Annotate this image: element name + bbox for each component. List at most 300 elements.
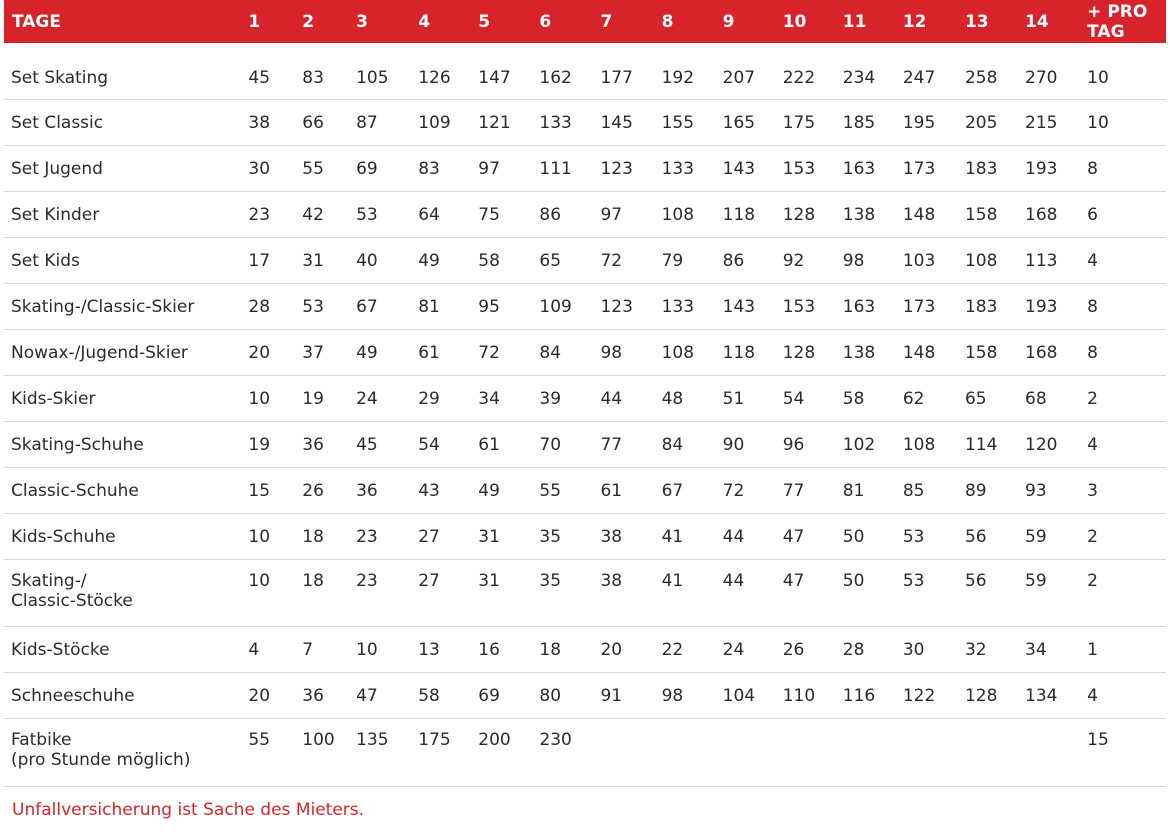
price-value: 116 [842, 686, 876, 706]
item-name-line1: Kids-Stöcke [11, 640, 110, 660]
price-value: 67 [661, 481, 684, 501]
price-value: 89 [964, 481, 987, 501]
price-day-12 [903, 719, 965, 787]
price-value: 58 [478, 251, 500, 271]
item-name-line1: Set Classic [11, 113, 104, 133]
price-day-11 [843, 422, 903, 468]
price-day-10 [783, 284, 843, 330]
price-day-5 [478, 100, 539, 146]
price-value: 16 [478, 640, 500, 660]
price-value: 183 [964, 159, 998, 179]
item-name [4, 673, 248, 719]
item-name-line1: Skating-/Classic-Skier [11, 297, 195, 317]
header-day-5: 5 [478, 0, 539, 43]
price-value: 80 [539, 686, 562, 706]
price-value: 18 [302, 571, 324, 591]
price-value [600, 719, 661, 730]
price-day-5 [478, 560, 539, 627]
item-name-line2: (pro Stunde möglich) [11, 750, 191, 770]
price-value: 55 [302, 159, 324, 179]
price-value: 38 [600, 571, 623, 591]
price-day-6 [539, 627, 600, 673]
price-value: 23 [356, 571, 378, 591]
price-day-6 [539, 514, 600, 560]
price-value: 145 [600, 113, 633, 133]
item-name-line1: Fatbike [11, 730, 72, 750]
price-value: 45 [356, 435, 378, 455]
price-per-extra-day [1087, 284, 1166, 330]
per-day-value: 10 [1087, 68, 1109, 88]
price-day-7 [600, 514, 661, 560]
price-per-extra-day [1087, 719, 1166, 787]
price-day-6 [539, 100, 600, 146]
price-day-10 [783, 43, 843, 100]
price-day-9 [723, 100, 783, 146]
table-row [4, 284, 1166, 330]
price-day-7 [600, 468, 661, 514]
price-day-4 [418, 43, 478, 100]
item-name [4, 627, 248, 673]
price-value: 22 [661, 640, 684, 660]
price-day-2 [302, 100, 356, 146]
item-name [4, 100, 248, 146]
price-day-4 [418, 627, 478, 673]
header-day-11: 11 [843, 0, 903, 43]
price-value: 68 [1025, 389, 1047, 409]
price-table-container [4, 0, 1166, 820]
price-value: 153 [782, 159, 816, 179]
price-value: 108 [661, 205, 695, 225]
price-day-3 [356, 468, 418, 514]
price-day-4 [418, 146, 478, 192]
item-name [4, 376, 248, 422]
price-day-5 [478, 468, 539, 514]
header-row [4, 0, 1166, 43]
item-name-line1: Skating-/ [11, 571, 87, 591]
price-day-11 [843, 627, 903, 673]
price-value: 108 [964, 251, 998, 271]
price-day-13 [965, 514, 1025, 560]
price-day-5 [478, 673, 539, 719]
price-value: 118 [722, 343, 756, 363]
price-day-11 [843, 284, 903, 330]
price-value: 47 [782, 571, 805, 591]
item-name [4, 468, 248, 514]
price-value: 95 [478, 297, 500, 317]
price-day-3 [356, 673, 418, 719]
item-name [4, 43, 248, 100]
price-value: 29 [418, 389, 440, 409]
price-value: 118 [722, 205, 756, 225]
price-day-14 [1025, 468, 1087, 514]
price-day-14 [1025, 43, 1087, 100]
price-value: 58 [842, 389, 865, 409]
price-day-6 [539, 284, 600, 330]
table-row [4, 673, 1166, 719]
price-value: 49 [418, 251, 440, 271]
price-day-9 [723, 330, 783, 376]
price-day-14 [1025, 100, 1087, 146]
price-day-1 [248, 514, 302, 560]
price-day-2 [302, 376, 356, 422]
item-name-line1: Skating-Schuhe [11, 435, 144, 455]
table-row [4, 514, 1166, 560]
price-value: 133 [661, 297, 695, 317]
price-value: 35 [539, 527, 562, 547]
price-value: 143 [722, 297, 756, 317]
price-day-14 [1025, 514, 1087, 560]
price-value: 133 [539, 113, 572, 133]
price-value: 59 [1025, 527, 1047, 547]
price-day-3 [356, 330, 418, 376]
price-day-3 [356, 238, 418, 284]
price-day-11 [843, 376, 903, 422]
price-value: 10 [356, 640, 378, 660]
price-day-10 [783, 422, 843, 468]
price-day-1 [248, 192, 302, 238]
price-day-11 [843, 719, 903, 787]
price-value: 56 [964, 527, 987, 547]
price-value: 27 [418, 527, 440, 547]
price-value: 51 [722, 389, 745, 409]
table-row [4, 238, 1166, 284]
price-value: 55 [248, 730, 271, 750]
price-value: 4 [248, 640, 260, 660]
price-value: 47 [356, 686, 378, 706]
price-day-3 [356, 719, 418, 787]
price-value: 128 [964, 686, 998, 706]
price-day-4 [418, 376, 478, 422]
header-day-4: 4 [418, 0, 478, 43]
price-day-2 [302, 330, 356, 376]
per-day-value: 2 [1087, 527, 1098, 547]
header-day-2: 2 [302, 0, 356, 43]
price-day-8 [662, 560, 723, 627]
price-value: 44 [600, 389, 623, 409]
price-day-3 [356, 192, 418, 238]
price-per-extra-day [1087, 673, 1166, 719]
per-day-value: 2 [1087, 389, 1098, 409]
price-value: 70 [539, 435, 562, 455]
price-day-5 [478, 514, 539, 560]
price-value: 148 [902, 343, 936, 363]
price-value: 100 [302, 730, 335, 750]
price-value: 87 [356, 113, 378, 133]
price-value: 36 [302, 435, 324, 455]
price-value: 173 [902, 159, 936, 179]
price-day-13 [965, 422, 1025, 468]
table-row [4, 100, 1166, 146]
price-day-14 [1025, 719, 1087, 787]
price-day-5 [478, 422, 539, 468]
price-day-13 [965, 284, 1025, 330]
price-day-5 [478, 330, 539, 376]
price-value: 10 [248, 389, 271, 409]
price-value: 109 [418, 113, 451, 133]
price-value: 247 [902, 68, 936, 88]
price-day-3 [356, 284, 418, 330]
price-day-6 [539, 192, 600, 238]
price-day-6 [539, 560, 600, 627]
price-day-7 [600, 284, 661, 330]
price-value: 105 [356, 68, 389, 88]
price-day-11 [843, 330, 903, 376]
price-day-12 [903, 514, 965, 560]
price-value: 23 [356, 527, 378, 547]
price-day-4 [418, 284, 478, 330]
price-value: 49 [356, 343, 378, 363]
price-value: 61 [600, 481, 623, 501]
table-row [4, 192, 1166, 238]
price-value: 230 [539, 730, 572, 750]
price-value: 41 [661, 527, 684, 547]
price-per-extra-day [1087, 514, 1166, 560]
price-day-1 [248, 238, 302, 284]
item-name [4, 284, 248, 330]
price-day-13 [965, 238, 1025, 284]
price-value: 38 [600, 527, 623, 547]
price-value [965, 719, 1025, 730]
price-day-3 [356, 560, 418, 627]
price-value: 55 [539, 481, 562, 501]
price-day-2 [302, 146, 356, 192]
price-day-1 [248, 330, 302, 376]
price-value: 81 [418, 297, 440, 317]
price-value: 185 [842, 113, 876, 133]
price-day-9 [723, 422, 783, 468]
price-day-11 [843, 673, 903, 719]
price-per-extra-day [1087, 43, 1166, 100]
price-value: 195 [902, 113, 936, 133]
price-day-12 [903, 43, 965, 100]
price-day-14 [1025, 673, 1087, 719]
price-value: 19 [302, 389, 324, 409]
price-day-11 [843, 560, 903, 627]
price-day-14 [1025, 238, 1087, 284]
price-day-1 [248, 376, 302, 422]
price-day-1 [248, 468, 302, 514]
price-value: 111 [539, 159, 572, 179]
price-value: 143 [722, 159, 756, 179]
price-value: 193 [1025, 297, 1058, 317]
price-value: 23 [248, 205, 271, 225]
price-value: 53 [302, 297, 324, 317]
price-value: 24 [722, 640, 745, 660]
price-value: 114 [964, 435, 998, 455]
price-day-7 [600, 627, 661, 673]
price-day-9 [723, 560, 783, 627]
price-day-12 [903, 100, 965, 146]
per-day-value: 10 [1087, 113, 1109, 133]
price-day-8 [662, 146, 723, 192]
price-day-3 [356, 627, 418, 673]
price-day-2 [302, 514, 356, 560]
price-value: 126 [418, 68, 451, 88]
price-day-10 [783, 673, 843, 719]
price-day-7 [600, 719, 661, 787]
price-day-13 [965, 627, 1025, 673]
price-per-extra-day [1087, 560, 1166, 627]
header-day-10: 10 [783, 0, 843, 43]
price-day-7 [600, 673, 661, 719]
price-day-10 [783, 192, 843, 238]
price-day-13 [965, 330, 1025, 376]
price-day-9 [723, 719, 783, 787]
price-value: 37 [302, 343, 324, 363]
header-day-8: 8 [662, 0, 723, 43]
price-day-12 [903, 468, 965, 514]
price-day-11 [843, 100, 903, 146]
price-day-13 [965, 376, 1025, 422]
price-value: 77 [600, 435, 623, 455]
price-day-3 [356, 43, 418, 100]
price-day-4 [418, 422, 478, 468]
price-value: 72 [722, 481, 745, 501]
price-day-5 [478, 43, 539, 100]
price-day-12 [903, 673, 965, 719]
price-day-3 [356, 422, 418, 468]
price-day-8 [662, 719, 723, 787]
price-day-7 [600, 376, 661, 422]
price-value: 36 [302, 686, 324, 706]
price-value: 72 [600, 251, 623, 271]
price-value: 44 [722, 571, 745, 591]
price-day-14 [1025, 560, 1087, 627]
price-per-extra-day [1087, 422, 1166, 468]
price-per-extra-day [1087, 330, 1166, 376]
price-value: 41 [661, 571, 684, 591]
price-day-5 [478, 146, 539, 192]
per-day-value: 8 [1087, 159, 1098, 179]
per-day-value: 4 [1087, 435, 1098, 455]
price-day-2 [302, 238, 356, 284]
price-day-4 [418, 238, 478, 284]
price-value: 86 [722, 251, 745, 271]
price-value: 36 [356, 481, 378, 501]
price-day-10 [783, 468, 843, 514]
price-value: 104 [722, 686, 756, 706]
price-value: 26 [782, 640, 805, 660]
price-day-13 [965, 146, 1025, 192]
price-value: 120 [1025, 435, 1058, 455]
price-value: 53 [356, 205, 378, 225]
per-day-value: 1 [1087, 640, 1098, 660]
price-day-6 [539, 468, 600, 514]
price-value: 10 [248, 527, 271, 547]
header-day-1: 1 [248, 0, 302, 43]
price-value: 155 [661, 113, 695, 133]
price-value: 20 [600, 640, 623, 660]
table-row [4, 627, 1166, 673]
price-value: 61 [418, 343, 440, 363]
price-day-8 [662, 627, 723, 673]
per-day-value: 8 [1087, 343, 1098, 363]
price-value: 207 [722, 68, 756, 88]
price-value: 205 [964, 113, 998, 133]
item-name-line1: Set Kids [11, 251, 80, 271]
price-day-6 [539, 673, 600, 719]
price-value: 47 [782, 527, 805, 547]
price-day-8 [662, 330, 723, 376]
price-day-7 [600, 422, 661, 468]
price-value: 18 [302, 527, 324, 547]
price-value: 53 [902, 571, 925, 591]
price-day-8 [662, 514, 723, 560]
price-value: 58 [418, 686, 440, 706]
price-value: 66 [302, 113, 324, 133]
item-name-line1: Kids-Skier [11, 389, 96, 409]
price-day-5 [478, 192, 539, 238]
price-value: 84 [539, 343, 562, 363]
price-value: 54 [418, 435, 440, 455]
price-value: 31 [478, 571, 500, 591]
price-value: 122 [902, 686, 936, 706]
price-value: 61 [478, 435, 500, 455]
price-value: 54 [782, 389, 805, 409]
price-value: 30 [902, 640, 925, 660]
price-day-6 [539, 146, 600, 192]
price-value: 83 [418, 159, 440, 179]
price-day-7 [600, 192, 661, 238]
price-day-7 [600, 43, 661, 100]
price-day-14 [1025, 627, 1087, 673]
price-value: 134 [1025, 686, 1058, 706]
price-day-14 [1025, 284, 1087, 330]
price-day-4 [418, 719, 478, 787]
price-day-5 [478, 238, 539, 284]
price-value: 19 [248, 435, 271, 455]
price-value: 92 [782, 251, 805, 271]
price-value: 85 [902, 481, 925, 501]
price-day-5 [478, 284, 539, 330]
price-value: 84 [661, 435, 684, 455]
price-day-4 [418, 673, 478, 719]
price-value: 20 [248, 343, 271, 363]
price-value: 215 [1025, 113, 1058, 133]
price-value: 123 [600, 297, 633, 317]
price-day-6 [539, 43, 600, 100]
price-day-9 [723, 284, 783, 330]
header-day-12: 12 [903, 0, 965, 43]
price-value: 83 [302, 68, 324, 88]
price-day-13 [965, 719, 1025, 787]
price-day-6 [539, 376, 600, 422]
price-day-9 [723, 468, 783, 514]
price-day-7 [600, 560, 661, 627]
per-day-value: 3 [1087, 481, 1098, 501]
price-value: 48 [661, 389, 684, 409]
price-value: 44 [722, 527, 745, 547]
price-day-10 [783, 100, 843, 146]
price-value: 98 [842, 251, 865, 271]
price-value: 18 [539, 640, 562, 660]
price-day-6 [539, 719, 600, 787]
price-day-8 [662, 100, 723, 146]
price-day-10 [783, 627, 843, 673]
price-value: 168 [1025, 205, 1058, 225]
item-name [4, 330, 248, 376]
price-day-9 [723, 43, 783, 100]
price-day-9 [723, 146, 783, 192]
price-value: 123 [600, 159, 633, 179]
price-value: 32 [964, 640, 987, 660]
price-value: 79 [661, 251, 684, 271]
price-day-4 [418, 192, 478, 238]
price-value: 183 [964, 297, 998, 317]
price-day-10 [783, 330, 843, 376]
price-day-9 [723, 376, 783, 422]
price-value: 62 [902, 389, 925, 409]
